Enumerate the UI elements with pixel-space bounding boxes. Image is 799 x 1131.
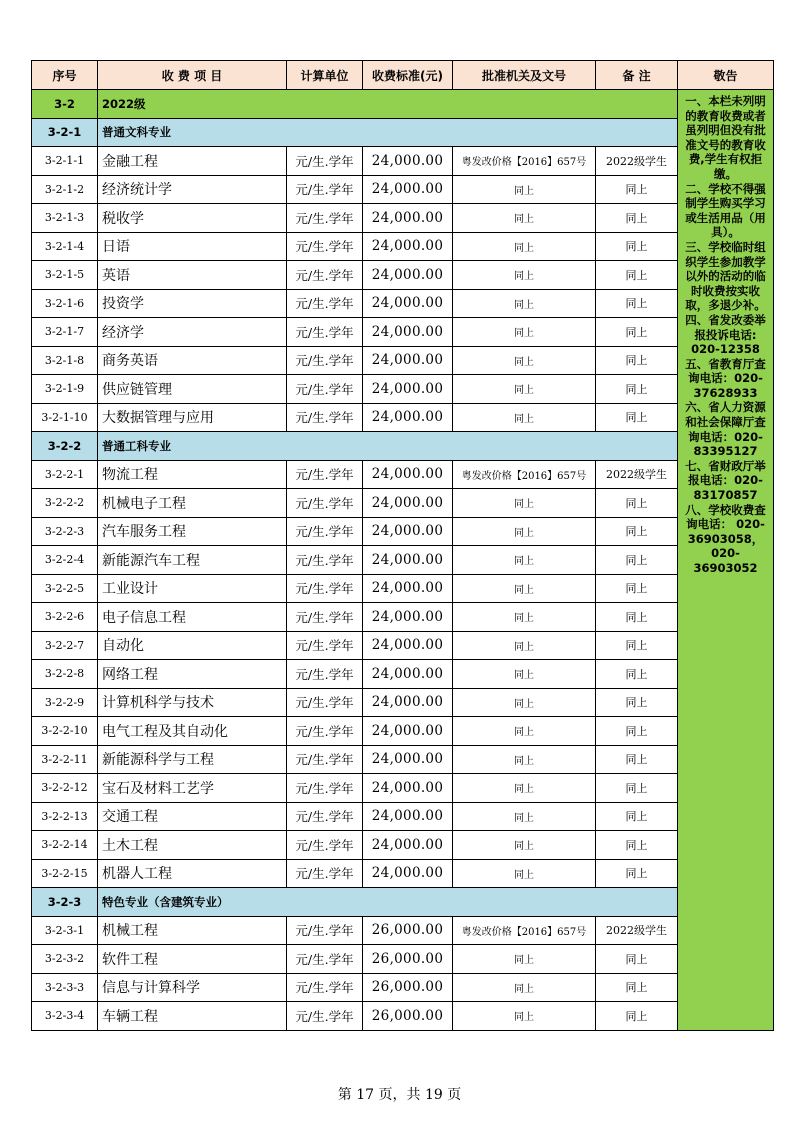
table-row [32,204,774,233]
row-remark: 同上 [596,517,678,546]
row-remark: 同上 [596,717,678,746]
row-item-name: 计算机科学与技术 [98,688,287,717]
notice-line: 36903052 [693,561,758,575]
row-item-name: 税收学 [98,204,287,233]
notice-line: 三、学校临时组 [685,239,766,254]
row-item-name: 土木工程 [98,831,287,860]
row-unit: 元/生.学年 [287,1002,363,1031]
row-unit: 元/生.学年 [287,489,363,518]
row-unit: 元/生.学年 [287,460,363,489]
table-row [32,574,774,603]
row-no: 3-2-1-6 [32,289,98,318]
row-remark: 同上 [596,232,678,261]
row-item-name: 机械工程 [98,916,287,945]
row-item-name: 新能源科学与工程 [98,745,287,774]
table-row [32,802,774,831]
row-unit: 元/生.学年 [287,204,363,233]
header-no: 序号 [32,61,98,90]
row-unit: 元/生.学年 [287,574,363,603]
row-unit: 元/生.学年 [287,603,363,632]
row-remark: 同上 [596,1002,678,1031]
table-row [32,489,774,518]
row-standard: 24,000.00 [363,831,453,860]
row-no: 3-2-2-15 [32,859,98,888]
row-approval: 同上 [453,831,596,860]
row-no: 3-2-2-11 [32,745,98,774]
notice-line: 的教育收费或者 [685,108,766,123]
table-row [32,717,774,746]
table-row [32,318,774,347]
table-row [32,745,774,774]
row-unit: 元/生.学年 [287,802,363,831]
group-row [32,90,774,119]
group-title: 2022级 [98,90,678,119]
row-standard: 24,000.00 [363,318,453,347]
section-row [32,888,774,917]
row-remark: 2022级学生 [596,147,678,176]
row-standard: 24,000.00 [363,546,453,575]
table-row [32,403,774,432]
row-approval: 同上 [453,945,596,974]
row-approval: 同上 [453,774,596,803]
row-unit: 元/生.学年 [287,916,363,945]
group-no: 3-2 [32,90,98,119]
row-remark: 同上 [596,489,678,518]
notice-line: 时收费按实收 [691,283,760,298]
row-remark: 同上 [596,375,678,404]
row-unit: 元/生.学年 [287,631,363,660]
table-row [32,859,774,888]
row-approval: 同上 [453,574,596,603]
row-unit: 元/生.学年 [287,546,363,575]
row-unit: 元/生.学年 [287,859,363,888]
row-approval: 同上 [453,802,596,831]
notice-line: 五、省教育厅查 [685,356,766,371]
table-row [32,517,774,546]
row-remark: 同上 [596,261,678,290]
notice-line: 报投诉电话: [694,327,757,342]
row-standard: 24,000.00 [363,688,453,717]
row-remark: 同上 [596,175,678,204]
section-no: 3-2-3 [32,888,98,917]
row-standard: 24,000.00 [363,802,453,831]
row-no: 3-2-1-7 [32,318,98,347]
row-item-name: 供应链管理 [98,375,287,404]
row-item-name: 经济学 [98,318,287,347]
row-item-name: 英语 [98,261,287,290]
row-standard: 24,000.00 [363,489,453,518]
notice-line: 织学生参加教学 [685,254,766,269]
row-unit: 元/生.学年 [287,774,363,803]
row-standard: 24,000.00 [363,460,453,489]
row-approval: 同上 [453,745,596,774]
row-unit: 元/生.学年 [287,175,363,204]
notice-line: 二、学校不得强 [685,181,766,196]
row-standard: 26,000.00 [363,916,453,945]
row-remark: 同上 [596,204,678,233]
row-unit: 元/生.学年 [287,517,363,546]
row-remark: 同上 [596,859,678,888]
header-standard: 收费标准(元) [363,61,453,90]
row-remark: 同上 [596,973,678,1002]
row-item-name: 车辆工程 [98,1002,287,1031]
row-standard: 24,000.00 [363,147,453,176]
row-unit: 元/生.学年 [287,289,363,318]
table-row [32,688,774,717]
table-row [32,289,774,318]
row-no: 3-2-2-2 [32,489,98,518]
row-standard: 24,000.00 [363,289,453,318]
notice-line: 36903058，020- [687,531,764,561]
table-row [32,603,774,632]
page-footer: 第 17 页，共 19 页 [337,1087,462,1103]
notice-line: 七、省财政厅举 [685,458,766,473]
row-item-name: 新能源汽车工程 [98,546,287,575]
row-approval: 同上 [453,546,596,575]
row-standard: 24,000.00 [363,574,453,603]
row-remark: 同上 [596,574,678,603]
row-standard: 26,000.00 [363,945,453,974]
row-approval: 粤发改价格【2016】657号 [453,147,596,176]
table-row [32,831,774,860]
row-no: 3-2-1-1 [32,147,98,176]
row-standard: 24,000.00 [363,403,453,432]
row-remark: 同上 [596,603,678,632]
fee-table [31,60,774,1031]
row-standard: 24,000.00 [363,517,453,546]
notice-line: 和社会保障厅查 [685,415,766,430]
row-remark: 同上 [596,631,678,660]
row-item-name: 大数据管理与应用 [98,403,287,432]
row-no: 3-2-2-12 [32,774,98,803]
row-no: 3-2-2-14 [32,831,98,860]
row-no: 3-2-2-5 [32,574,98,603]
section-no: 3-2-1 [32,118,98,147]
row-approval: 同上 [453,375,596,404]
row-approval: 同上 [453,631,596,660]
row-unit: 元/生.学年 [287,403,363,432]
table-row [32,774,774,803]
row-approval: 同上 [453,318,596,347]
row-no: 3-2-3-2 [32,945,98,974]
row-approval: 同上 [453,603,596,632]
row-approval: 同上 [453,289,596,318]
row-unit: 元/生.学年 [287,375,363,404]
header-unit: 计算单位 [287,61,363,90]
row-approval: 同上 [453,175,596,204]
notice-line: 六、省人力资源 [685,400,766,415]
row-item-name: 汽车服务工程 [98,517,287,546]
row-standard: 24,000.00 [363,603,453,632]
header-item: 收 费 项 目 [98,61,287,90]
row-unit: 元/生.学年 [287,261,363,290]
row-no: 3-2-2-4 [32,546,98,575]
row-no: 3-2-1-8 [32,346,98,375]
row-unit: 元/生.学年 [287,831,363,860]
notice-panel [678,90,774,1031]
row-standard: 24,000.00 [363,660,453,689]
row-no: 3-2-1-2 [32,175,98,204]
row-approval: 同上 [453,403,596,432]
row-remark: 同上 [596,403,678,432]
row-approval: 同上 [453,346,596,375]
row-item-name: 机器人工程 [98,859,287,888]
section-row [32,118,774,147]
row-no: 3-2-2-8 [32,660,98,689]
row-no: 3-2-2-3 [32,517,98,546]
notice-line: 八、学校收费查 [685,502,766,517]
row-approval: 同上 [453,489,596,518]
row-standard: 24,000.00 [363,232,453,261]
row-approval: 粤发改价格【2016】657号 [453,916,596,945]
row-approval: 同上 [453,261,596,290]
row-unit: 元/生.学年 [287,318,363,347]
table-row [32,631,774,660]
row-unit: 元/生.学年 [287,660,363,689]
row-item-name: 商务英语 [98,346,287,375]
table-row [32,346,774,375]
notice-line: 取，多退少补。 [685,298,766,313]
row-no: 3-2-1-3 [32,204,98,233]
row-item-name: 投资学 [98,289,287,318]
row-remark: 同上 [596,945,678,974]
row-standard: 24,000.00 [363,175,453,204]
row-item-name: 信息与计算科学 [98,973,287,1002]
section-no: 3-2-2 [32,432,98,461]
row-approval: 同上 [453,1002,596,1031]
notice-line: 制学生购买学习 [685,196,766,211]
row-standard: 24,000.00 [363,346,453,375]
table-row [32,261,774,290]
notice-line: 缴。 [714,166,737,181]
notice-line: 报电话：020- [688,473,763,488]
header-approval: 批准机关及文号 [453,61,596,90]
header-row [32,61,774,90]
row-remark: 同上 [596,346,678,375]
row-remark: 同上 [596,774,678,803]
notice-line: 准文号的教育收 [685,137,766,152]
row-remark: 同上 [596,745,678,774]
table-row [32,375,774,404]
table-row [32,916,774,945]
row-remark: 2022级学生 [596,916,678,945]
section-title: 特色专业（含建筑专业） [98,888,678,917]
section-title: 普通文科专业 [98,118,678,147]
notice-line: 询电话：020- [688,371,763,386]
table-row [32,546,774,575]
row-no: 3-2-2-7 [32,631,98,660]
row-unit: 元/生.学年 [287,688,363,717]
table-row [32,945,774,974]
notice-line: 020-12358 [691,342,760,357]
notice-line: 一、本栏未列明 [685,94,766,108]
header-remark: 备 注 [596,61,678,90]
row-item-name: 软件工程 [98,945,287,974]
row-item-name: 电气工程及其自动化 [98,717,287,746]
row-item-name: 自动化 [98,631,287,660]
notice-line: 83395127 [693,444,758,459]
row-approval: 同上 [453,204,596,233]
notice-line: 83170857 [693,488,758,503]
notice-line: 虽列明但没有批 [685,123,766,138]
row-no: 3-2-1-9 [32,375,98,404]
row-remark: 同上 [596,546,678,575]
row-standard: 26,000.00 [363,973,453,1002]
table-row [32,460,774,489]
row-no: 3-2-2-9 [32,688,98,717]
row-unit: 元/生.学年 [287,717,363,746]
table-row [32,232,774,261]
row-item-name: 物流工程 [98,460,287,489]
row-standard: 24,000.00 [363,859,453,888]
row-standard: 26,000.00 [363,1002,453,1031]
row-approval: 同上 [453,859,596,888]
row-approval: 同上 [453,688,596,717]
row-approval: 同上 [453,717,596,746]
row-standard: 24,000.00 [363,745,453,774]
notice-line: 询电话： 020- [686,517,765,532]
row-no: 3-2-2-10 [32,717,98,746]
row-no: 3-2-2-13 [32,802,98,831]
row-unit: 元/生.学年 [287,147,363,176]
row-standard: 24,000.00 [363,204,453,233]
row-no: 3-2-3-1 [32,916,98,945]
row-approval: 同上 [453,232,596,261]
row-no: 3-2-2-6 [32,603,98,632]
section-row [32,432,774,461]
row-no: 3-2-1-10 [32,403,98,432]
row-remark: 同上 [596,802,678,831]
row-standard: 24,000.00 [363,631,453,660]
row-standard: 24,000.00 [363,375,453,404]
notice-line: 费,学生有权拒 [688,152,763,167]
row-item-name: 电子信息工程 [98,603,287,632]
row-no: 3-2-3-4 [32,1002,98,1031]
table-row [32,660,774,689]
row-no: 3-2-2-1 [32,460,98,489]
row-remark: 同上 [596,289,678,318]
notice-line: 具）。 [711,225,740,240]
row-item-name: 经济统计学 [98,175,287,204]
row-no: 3-2-3-3 [32,973,98,1002]
row-item-name: 网络工程 [98,660,287,689]
notice-line: 四、省发改委举 [685,312,766,327]
row-standard: 24,000.00 [363,261,453,290]
row-approval: 同上 [453,973,596,1002]
row-item-name: 宝石及材料工艺学 [98,774,287,803]
row-remark: 2022级学生 [596,460,678,489]
table-row [32,1002,774,1031]
row-standard: 24,000.00 [363,774,453,803]
row-unit: 元/生.学年 [287,346,363,375]
row-remark: 同上 [596,831,678,860]
row-item-name: 交通工程 [98,802,287,831]
section-title: 普通工科专业 [98,432,678,461]
row-standard: 24,000.00 [363,717,453,746]
row-item-name: 日语 [98,232,287,261]
table-row [32,175,774,204]
table-row [32,147,774,176]
table-body [32,90,774,1031]
row-unit: 元/生.学年 [287,745,363,774]
row-unit: 元/生.学年 [287,973,363,1002]
row-unit: 元/生.学年 [287,232,363,261]
notice-line: 询电话：020- [688,429,763,444]
notice-line: 37628933 [693,385,758,400]
table-row [32,973,774,1002]
row-remark: 同上 [596,318,678,347]
row-item-name: 机械电子工程 [98,489,287,518]
row-item-name: 工业设计 [98,574,287,603]
header-notice: 敬告 [678,61,774,90]
row-remark: 同上 [596,688,678,717]
notice-line: 或生活用品（用 [685,210,766,225]
row-approval: 同上 [453,517,596,546]
row-unit: 元/生.学年 [287,945,363,974]
row-no: 3-2-1-4 [32,232,98,261]
row-item-name: 金融工程 [98,147,287,176]
row-no: 3-2-1-5 [32,261,98,290]
notice-line: 以外的活动的临 [685,269,766,284]
row-remark: 同上 [596,660,678,689]
row-approval: 同上 [453,660,596,689]
row-approval: 粤发改价格【2016】657号 [453,460,596,489]
